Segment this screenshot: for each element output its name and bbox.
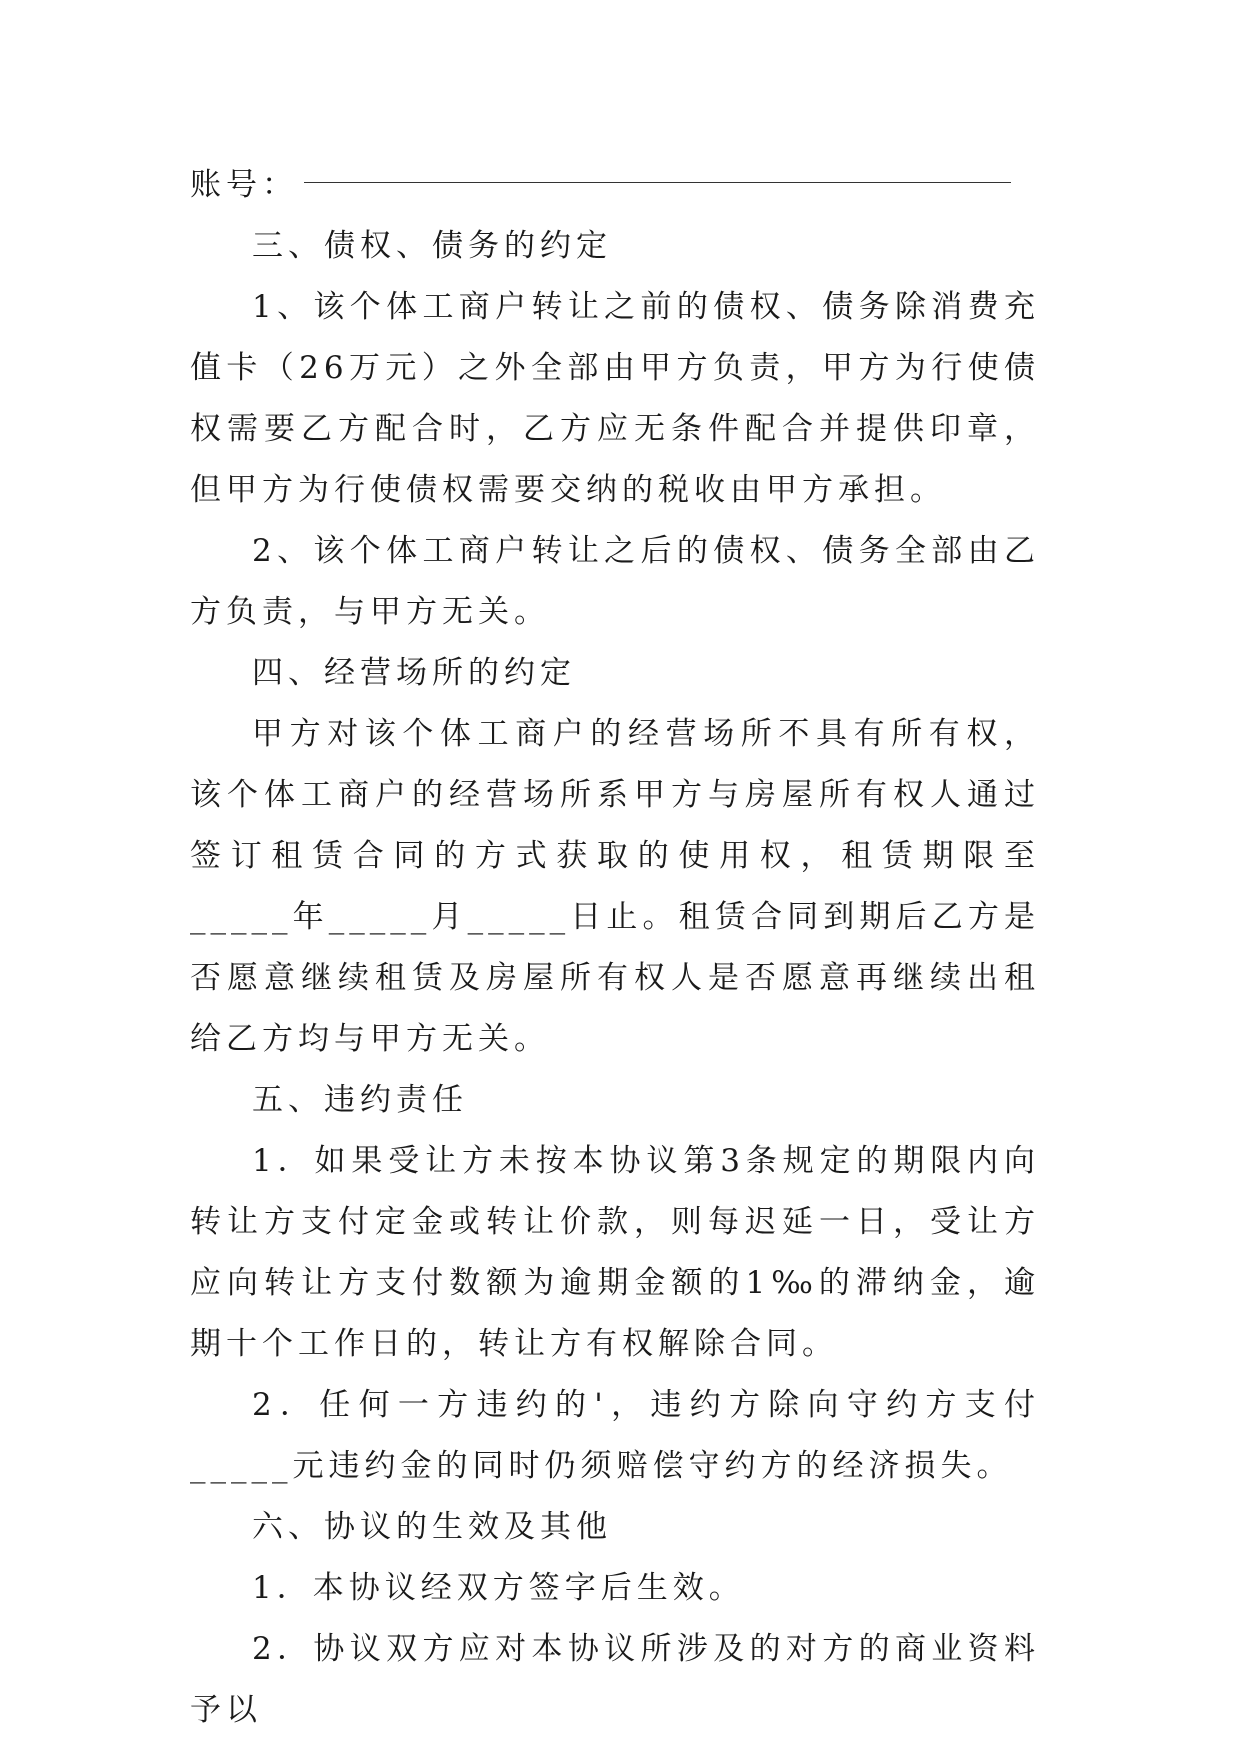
- clause-debts-before-transfer: 1、该个体工商户转让之前的债权、债务除消费充值卡（26万元）之外全部由甲方负责，甲方为行使债权需要乙方配合时，乙方应无条件配合并提供印章，但甲方为行使债权需要交纳的税收由甲方承担。: [190, 289, 1040, 508]
- section-heading-premises: 四、经营场所的约定: [252, 655, 576, 691]
- section-heading-effect: 六、协议的生效及其他: [252, 1509, 612, 1545]
- section-heading-debts: 三、债权、债务的约定: [252, 228, 612, 264]
- document-body: [190, 155, 1040, 1741]
- clause-confidentiality: 2．协议双方应对本协议所涉及的对方的商业资料予以: [190, 1631, 1040, 1728]
- clause-debts-after-transfer: 2、该个体工商户转让之后的债权、债务全部由乙方负责，与甲方无关。: [190, 533, 1040, 630]
- clause-effective: 1．本协议经双方签字后生效。: [252, 1570, 745, 1606]
- account-line: [190, 155, 1040, 216]
- section-heading-breach: 五、违约责任: [252, 1082, 468, 1118]
- clause-late-payment: 1．如果受让方未按本协议第3条规定的期限内向转让方支付定金或转让价款，则每迟延一日，受让方应向转让方支付数额为逾期金额的1‰的滞纳金，逾期十个工作日的，转让方有权解除合同。: [190, 1143, 1040, 1362]
- account-blank: [304, 155, 1011, 183]
- clause-premises: 甲方对该个体工商户的经营场所不具有所有权，该个体工商户的经营场所系甲方与房屋所有权人通过签订租赁合同的方式获取的使用权，租赁期限至_____年_____月_____日止。租赁合同到期后乙方是否愿意继续租赁及房屋所有权人是否愿意再继续出租给乙方均与甲方无关。: [190, 716, 1040, 1057]
- account-label: 账号：: [190, 167, 298, 203]
- clause-penalty: 2．任何一方违约的'，违约方除向守约方支付_____元违约金的同时仍须赔偿守约方的经济损失。: [190, 1387, 1040, 1484]
